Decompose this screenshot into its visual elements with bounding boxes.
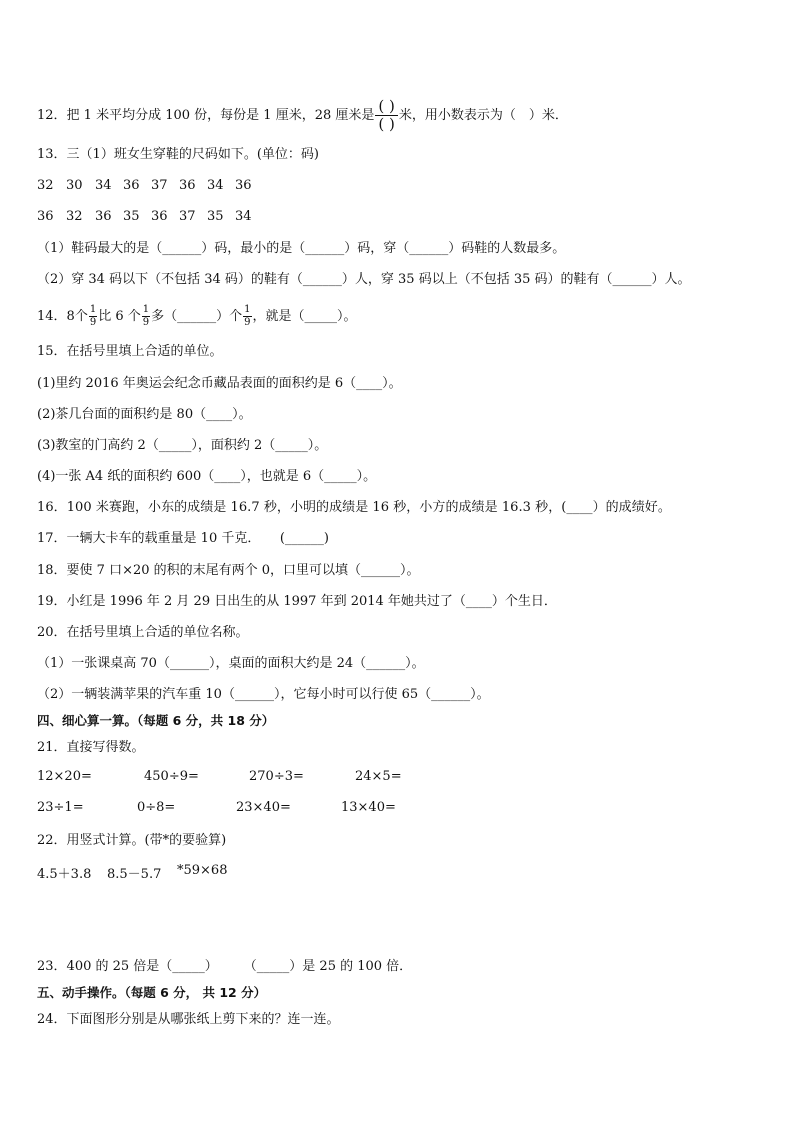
question-18: 18．要使 7 口×20 的积的末尾有两个 0，口里可以填（______）。 <box>37 563 420 578</box>
question-22-title: 22．用竖式计算。(带*的要验算) <box>37 833 227 848</box>
question-13-title: 13．三（1）班女生穿鞋的尺码如下。(单位：码) <box>37 147 319 162</box>
shoe-size: 36 <box>235 178 252 193</box>
shoe-size: 37 <box>151 178 168 193</box>
fraction-one-ninth: $\frac{1}{9}$ <box>244 304 251 328</box>
vertical-calc-expr: *59×68 <box>177 863 228 878</box>
shoe-size: 32 <box>66 209 83 224</box>
shoe-size: 37 <box>179 209 196 224</box>
question-13-sub-2: （2）穿 34 码以下（不包括 34 码）的鞋有（______）人，穿 35 码以上（不包括 35 码）的鞋有（______）人。 <box>37 272 691 287</box>
question-16: 16．100 米赛跑，小东的成绩是 16.7 秒，小明的成绩是 16 秒，小方的成绩是 16.3 秒，(____）的成绩好。 <box>37 500 671 515</box>
shoe-size: 30 <box>66 178 83 193</box>
shoe-size: 36 <box>37 209 54 224</box>
question-17: 17．一辆大卡车的载重量是 10 千克． (______) <box>37 531 329 546</box>
question-12: 12．把 1 米平均分成 100 份，每份是 1 厘米，28 厘米是 $\frac{( )}{( )}$ 米，用小数表示为（ ）米． <box>37 97 568 133</box>
question-13-sub-1: （1）鞋码最大的是（______）码，最小的是（______）码，穿（______）码鞋的人数最多。 <box>37 241 566 256</box>
question-15-item: (2)茶几台面的面积约是 80（____）。 <box>37 407 252 422</box>
calc-item: 23×40= <box>236 800 291 815</box>
vertical-calc-expr: 4.5＋3.8 <box>37 867 92 882</box>
blank-fraction: $\frac{( )}{( )}$ <box>375 98 397 133</box>
question-15-item: (4)一张 A4 纸的面积约 600（____），也就是 6（_____）。 <box>37 469 377 484</box>
calc-item: 13×40= <box>341 800 396 815</box>
question-21-title: 21．直接写得数。 <box>37 740 145 755</box>
calc-item: 0÷8= <box>137 800 176 815</box>
question-24: 24．下面图形分别是从哪张纸上剪下来的？连一连。 <box>37 1012 340 1027</box>
shoe-size: 36 <box>179 178 196 193</box>
shoe-size: 36 <box>151 209 168 224</box>
vertical-calc-expr: 8.5－5.7 <box>107 867 162 882</box>
shoe-size: 35 <box>123 209 140 224</box>
shoe-size: 32 <box>37 178 54 193</box>
section-5-heading: 五、动手操作。（每题 6 分， 共 12 分） <box>37 985 267 1000</box>
question-14: 14．8个 $\frac{1}{9}$ 比 6 个 $\frac{1}{9}$ 多（______）个 $\frac{1}{9}$ ，就是（_____）。 <box>37 304 357 328</box>
fraction-one-ninth: $\frac{1}{9}$ <box>142 304 150 328</box>
calc-item: 450÷9= <box>144 769 199 784</box>
question-19: 19．小红是 1996 年 2 月 29 日出生的从 1997 年到 2014 年她共过了（____）个生日． <box>37 594 557 609</box>
calc-item: 270÷3= <box>249 769 304 784</box>
calc-item: 12×20= <box>37 769 92 784</box>
section-4-heading: 四、细心算一算。（每题 6 分，共 18 分） <box>37 713 275 728</box>
shoe-size: 35 <box>207 209 224 224</box>
shoe-size: 36 <box>95 209 112 224</box>
question-20-sub-1: （1）一张课桌高 70（______），桌面的面积大约是 24（______）。 <box>37 656 425 671</box>
shoe-size: 36 <box>123 178 140 193</box>
calc-item: 24×5= <box>355 769 402 784</box>
question-20-title: 20．在括号里填上合适的单位名称。 <box>37 625 249 640</box>
question-23: 23．400 的 25 倍是（_____） （_____）是 25 的 100 倍． <box>37 959 413 974</box>
question-15-title: 15．在括号里填上合适的单位。 <box>37 344 223 359</box>
shoe-size: 34 <box>207 178 224 193</box>
question-15-item: (1)里约 2016 年奥运会纪念币藏品表面的面积约是 6（____）。 <box>37 376 402 391</box>
fraction-one-ninth: $\frac{1}{9}$ <box>89 304 97 328</box>
question-20-sub-2: （2）一辆装满苹果的汽车重 10（______），它每小时可以行使 65（______）。 <box>37 687 490 702</box>
question-15-item: (3)教室的门高约 2（_____），面积约 2（_____）。 <box>37 438 328 453</box>
calc-item: 23÷1= <box>37 800 84 815</box>
shoe-size: 34 <box>235 209 252 224</box>
shoe-size: 34 <box>95 178 112 193</box>
